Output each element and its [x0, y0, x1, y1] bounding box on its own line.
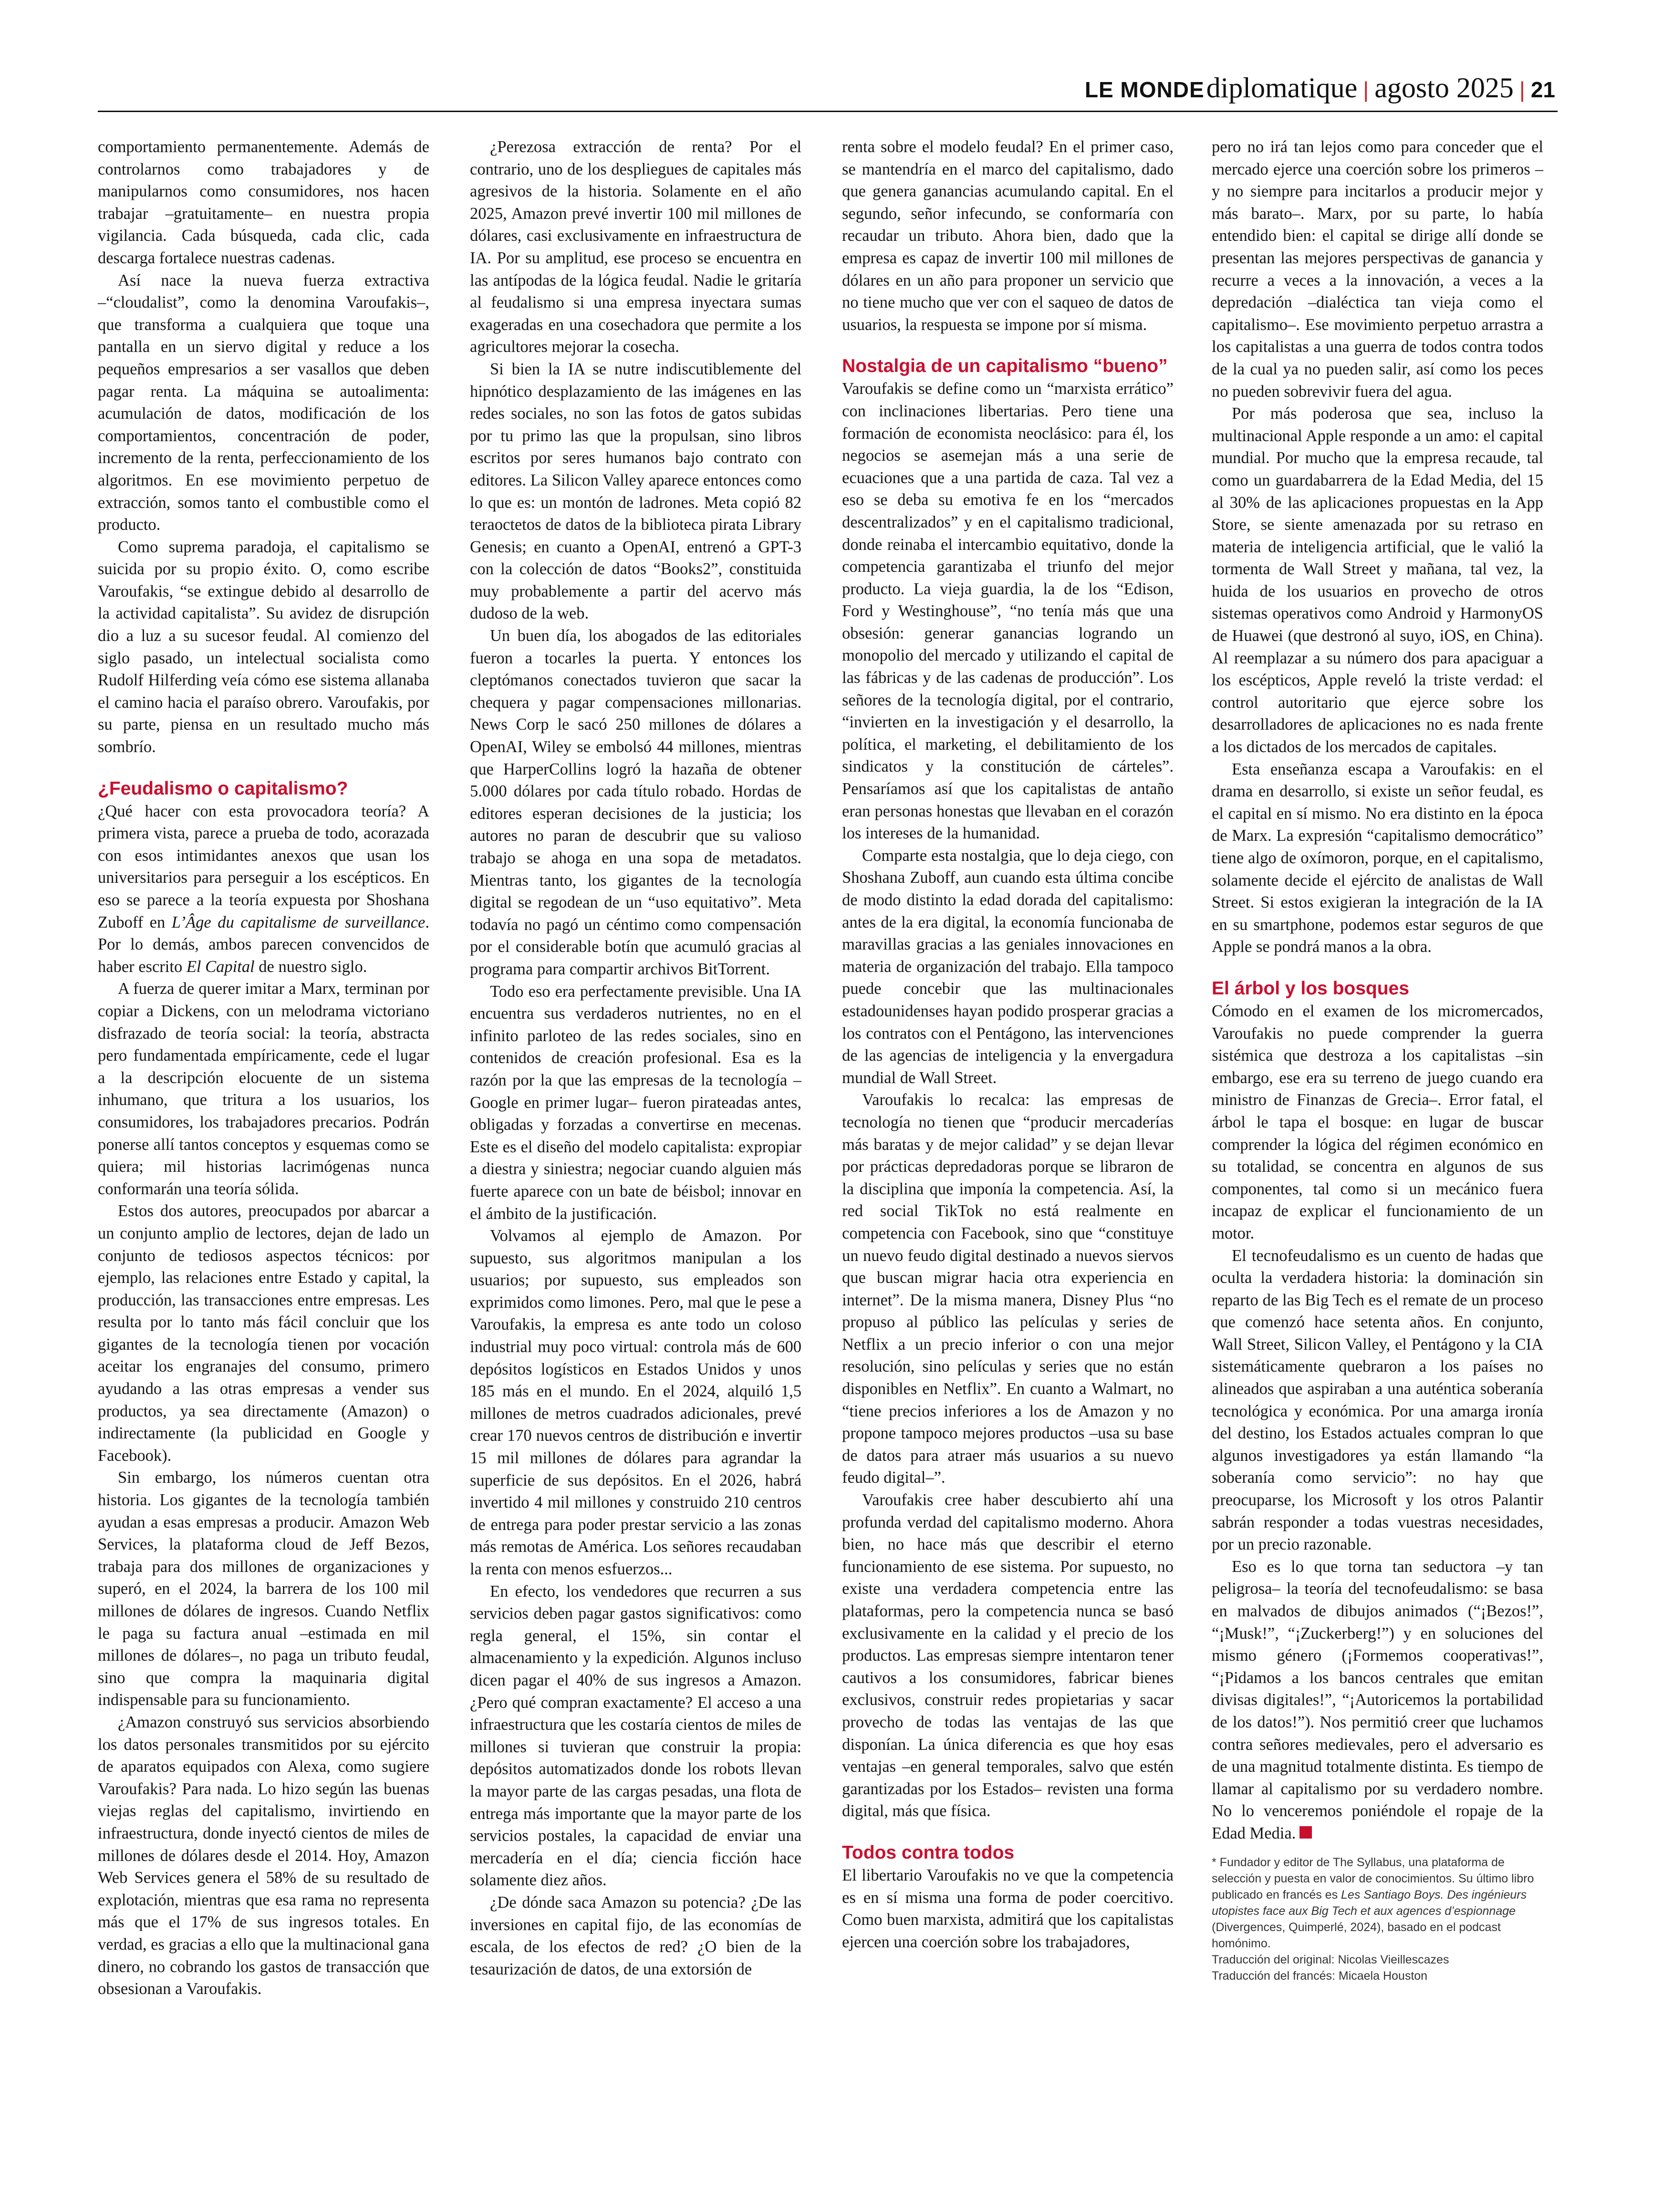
paragraph: comportamiento permanentemente. Además de controlarnos como trabajadores y de manipularnos como consumidores, nos hacen trabajar –gratuitamente– en nuestra propia vigilancia. Cada búsqueda, cada clic, cada descarga fortalece nuestras cadenas. — [98, 138, 429, 267]
paragraph: Comparte esta nostalgia, que lo deja ciego, con Shoshana Zuboff, aun cuando esta última concibe de modo distinto la edad dorada del capitalismo: antes de la era digital, la economía funcionaba de maravillas gracias a las geniales innovaciones en materia de organización del trabajo. Ella tampoco puede concebir que las multinacionales estadounidenses hayan podido prosperar gracias a los contratos con el Pentágono, las intervenciones de las agencias de inteligencia y la envergadura mundial de Wall Street. — [842, 846, 1174, 1087]
running-header — [1050, 72, 1555, 110]
paragraph: En efecto, los vendedores que recurren a sus servicios deben pagar gastos significativos: como regla general, el 15%, sin contar el almacenamiento y la expedición. Algunos incluso dicen pagar el 40% de sus ingresos a Amazon. ¿Pero qué compran exactamente? El acceso a una infraestructura que les costaría cientos de miles de millones si tuvieran que construir la propia: depósitos automatizados donde los robots llevan la mayor parte de las cargas pesadas, una flota de entrega más importante que la mayor parte de los servicios postales, la capacidad de enviar una mercadería en el día; ciencia ficción hace solamente diez años. — [470, 1582, 801, 1890]
header-separator: | — [1363, 77, 1369, 102]
paragraph: Estos dos autores, preocupados por abarcar a un conjunto amplio de lectores, dejan de lado un conjunto de tediosos aspectos técnicos: por ejemplo, las relaciones entre Estado y capital, la producción, las transacciones entre empresas. Les resulta por lo tanto más fácil concluir que los gigantes de la tecnología tienen por vocación aceitar los engranajes del consumo, primero ayudando a las otras empresas a vender sus productos, ya sea directamente (Amazon) o indirectamente (la publicidad en Google y Facebook). — [98, 1202, 429, 1465]
paragraph: El tecnofeudalismo es un cuento de hadas que oculta la verdadera historia: la dominación sin reparto de las Big Tech es el remate de un proceso que comenzó hace setenta años. En conjunto, Wall Street, Silicon Valley, el Pentágono y la CIA sistemáticamente quebraron a los países no alineados que aspiraban a una auténtica soberanía tecnológica y económica. Por una amarga ironía del destino, los Estados actuales compran lo que algunos investigadores ya están llamando “la soberanía como servicio”: no hay que preocuparse, los Microsoft y los otros Palantir sabrán responder a todas vuestras necesidades, por un precio razonable. — [1212, 1246, 1543, 1554]
book-title: El Capital — [186, 957, 255, 976]
header-rule — [98, 111, 1558, 112]
author-footnote: * Fundador y editor de The Syllabus, una plataforma de selección y puesta en valor de conocimientos. Su último libro publicado en francés es Les Santiago Boys. Des ingénieurs utopistes face aux Big Tech et aux agences d’espionnage (Divergences, Quimperlé, 2024), basado en el podcast homónimo. — [1212, 1855, 1534, 1950]
paragraph: ¿Qué hacer con esta provocadora teoría? A primera vista, parece a prueba de todo, acorazada con esos intimidantes anexos que usan los universitarios para perseguir a los escépticos. En eso se parece a la teoría expuesta por Shoshana Zuboff en L’Âge du capitalisme de surveillance. Por lo demás, ambos parecen convencidos de haber escrito El Capital de nuestro siglo. — [98, 802, 429, 976]
column-1 — [98, 136, 429, 2000]
paragraph: Varoufakis cree haber descubierto ahí una profunda verdad del capitalismo moderno. Ahora bien, no hace más que describir el eterno funcionamiento de ese sistema. Por supuesto, no existe una verdadera competencia entre las plataformas, pero la competencia nunca se basó exclusivamente en la calidad y el precio de los productos. Las empresas siempre intentaron tener cautivos a los consumidores, fabricar bienes exclusivos, construir redes propietarias y sacar provecho de todas las ventajas de las que disponían. La única diferencia es que hoy esas ventajas –en general temporales, salvo que estén garantizadas por los Estados– revisten una forma digital, más que física. — [842, 1491, 1174, 1820]
paragraph: Varoufakis se define como un “marxista errático” con inclinaciones libertarias. Pero tiene una formación de economista neoclásico: para él, los negocios se asemejan más a una serie de ecuaciones que a una partida de caza. Tal vez a eso se deba su emotiva fe en los “mercados descentralizados” y en el capitalismo tradicional, donde reinaba el intercambio equitativo, donde la competencia garantizaba el triunfo del mejor producto. La vieja guardia, la de los “Edison, Ford y Westinghouse”, “no tenía más que una obsesión: generar ganancias logrando un monopolio del mercado y utilizando el capital de las fábricas y de las cadenas de producción”. Los señores de la tecnología digital, por el contrario, “invierten en la investigación y el desarrollo, la política, el marketing, el debilitamiento de los sindicatos y la constitución de cárteles”. Pensaríamos así que los capitalistas de antaño eran personas honestas que llevaban en el corazón los intereses de la humanidad. — [842, 380, 1174, 843]
section-heading: El árbol y los bosques — [1212, 978, 1409, 999]
paragraph: Si bien la IA se nutre indiscutiblemente del hipnótico desplazamiento de las imágenes en las redes sociales, no son las fotos de gatos subidas por tu primo las que la propulsan, sino libros escritos por seres humanos bajo contrato con editores. La Silicon Valley aparece entonces como lo que es: un montón de ladrones. Meta copió 82 teraoctetos de datos de la biblioteca pirata Library Genesis; en cuanto a OpenAI, entrenó a GPT-3 con la colección de datos “Books2”, constituida muy probablemente a partir del acervo más dudoso de la web. — [470, 360, 801, 623]
header-separator: | — [1519, 77, 1525, 102]
paragraph: Volvamos al ejemplo de Amazon. Por supuesto, sus algoritmos manipulan a los usuarios; por supuesto, sus empleados son exprimidos como limones. Pero, mal que le pese a Varoufakis, la empresa es ante todo un coloso industrial muy poco virtual: controla más de 600 depósitos logísticos en Estados Unidos y unos 185 más en el mundo. En el 2024, alquiló 1,5 millones de metros cuadrados adicionales, prevé crear 170 nuevos centros de distribución e invertir 15 mil millones de dólares para agrandar la superficie de sus depósitos. En el 2026, habrá invertido 4 mil millones y construido 210 centros de entrega para poder prestar servicio a las zonas más remotas de América. Los señores recaudaban la renta con menos esfuerzos... — [470, 1227, 801, 1578]
paragraph: Todo eso era perfectamente previsible. Una IA encuentra sus verdaderos nutrientes, no en el infinito parloteo de las redes sociales, sino en contenidos de creación profesional. Esa es la razón por la que las empresas de la tecnología –Google en primer lugar– fueron pirateadas antes, obligadas y forzadas a convertirse en mecenas. Este es el diseño del modelo capitalista: expropiar a diestra y siniestra; negociar cuando alguien más fuerte aparece con un bate de béisbol; innovar en el ámbito de la justificación. — [470, 982, 801, 1223]
end-of-article-square-icon — [1300, 1826, 1312, 1839]
paragraph: ¿De dónde saca Amazon su potencia? ¿De las inversiones en capital fijo, de las economías de escala, de los efectos de red? ¿O bien de la tesaurización de datos, de una extorsión de — [470, 1893, 801, 1978]
paragraph: Esta enseñanza escapa a Varoufakis: en el drama en desarrollo, si existe un señor feudal, es el capital en sí mismo. No era distinto en la época de Marx. La expresión “capitalismo democrático” tiene algo de oxímoron, porque, en el capitalismo, solamente decide el ejército de analistas de Wall Street. Si estos exigieran la integración de la IA en su smartphone, podemos estar seguros de que Apple se pondrá manos a la obra. — [1212, 760, 1543, 956]
paragraph: Por más poderosa que sea, incluso la multinacional Apple responde a un amo: el capital mundial. Por mucho que la empresa recaude, tal como un guardabarrera de la Edad Media, del 15 al 30% de las aplicaciones propuestas en la App Store, se siente amenazada por su retraso en materia de inteligencia artificial, que le valió la tormenta de Wall Street y mañana, tal vez, la huida de los usuarios en provecho de otros sistemas operativos como Android y HarmonyOS de Huawei (que destronó al suyo, iOS, en China). Al reemplazar a su número dos para apaciguar a los escépticos, Apple reveló la triste verdad: el control autoritario que ejerce sobre los desarrolladores de aplicaciones no es nada frente a los dictados de los mercados de capitales. — [1212, 404, 1543, 756]
paragraph: Un buen día, los abogados de las editoriales fueron a tocarles la puerta. Y entonces los cleptómanos conectados tuvieron que sacar la chequera y pagar compensaciones millonarias. News Corp le sacó 250 millones de dólares a OpenAI, Wiley se embolsó 44 millones, mientras que HarperCollins logró la hazaña de obtener 5.000 dólares por cada título robado. Hordas de editores esperan decisiones de la justicia; los autores no paran de descubrir que su valioso trabajo se ahoga en una sopa de metadatos. Mientras tanto, los gigantes de la tecnología digital se regodean de un “uso equitativo”. Meta todavía no pagó un céntimo como compensación por el considerable botín que acumuló gracias al programa para compartir archivos BitTorrent. — [470, 627, 801, 978]
paragraph: renta sobre el modelo feudal? En el primer caso, se mantendría en el marco del capitalismo, dado que genera ganancias acumulando capital. En el segundo, señor infecundo, se conformaría con recaudar un tributo. Ahora bien, dado que la empresa es capaz de invertir 100 mil millones de dólares en un año para proponer un servicio que no tiene mucho que ver con el saqueo de datos de usuarios, la respuesta se impone por sí misma. — [842, 138, 1174, 334]
paragraph: Así nace la nueva fuerza extractiva –“cloudalist”, como la denomina Varoufakis–, que transforma a cualquiera que toque una pantalla en un siervo digital y reduce a los pequeños empresarios a ser vasallos que deben pagar renta. La máquina se autoalimenta: acumulación de datos, modificación de los comportamientos, concentración de poder, incremento de la renta, perfeccionamiento de los algoritmos. En ese movimiento perpetuo de extracción, somos tanto el combustible como el producto. — [98, 271, 429, 534]
section-heading: ¿Feudalismo o capitalismo? — [98, 778, 348, 799]
paragraph: A fuerza de querer imitar a Marx, terminan por copiar a Dickens, con un melodrama victoriano disfrazado de teoría social: la teoría, abstracta pero fundamentada empíricamente, cede el lugar a la descripción elocuente de un sistema inhumano, que tritura a los usuarios, los consumidores, los trabajadores precarios. Podrán ponerse allí tantos conceptos y esquemas como se quiera; mil historias lacrimógenas nunca conformarán una teoría sólida. — [98, 980, 429, 1198]
paragraph: Como suprema paradoja, el capitalismo se suicida por su propio éxito. O, como escribe Varoufakis, “se extingue debido al desarrollo de la actividad capitalista”. Su avidez de disrupción dio a luz a su sucesor feudal. Al comienzo del siglo pasado, un intelectual socialista como Rudolf Hilferding veía cómo ese sistema allanaba el camino hacia el paraíso obrero. Varoufakis, por su parte, piensa en un resultado mucho más sombrío. — [98, 537, 429, 756]
paragraph: El libertario Varoufakis no ve que la competencia es en sí misma una forma de poder coercitivo. Como buen marxista, admitirá que los capitalistas ejercen una coerción sobre los trabajadores, — [842, 1866, 1174, 1951]
section-heading: Nostalgia de un capitalismo “bueno” — [842, 356, 1168, 377]
page-number: 21 — [1530, 77, 1555, 102]
paragraph: Varoufakis lo recalca: las empresas de tecnología no tienen que “producir mercaderías más baratas y de mejor calidad” y se dejan llevar por prácticas depredadoras porque se libraron de la disciplina que imponía la competencia. Así, la red social TikTok no está realmente en competencia con Facebook, sino que “constituye un nuevo feudo digital destinado a nuevos siervos que buscan migrar hacia otra experiencia en internet”. De la misma manera, Disney Plus “no propuso al público las películas y series de Netflix a un precio inferior o con una mejor resolución, sino películas y series que no están disponibles en Netflix”. En cuanto a Walmart, no “tiene precios inferiores a los de Amazon y no propone tampoco mejores productos –usa su base de datos para atraer más usuarios a su nuevo feudo digital–”. — [842, 1091, 1174, 1487]
translation-credit: Traducción del francés: Micaela Houston — [1212, 1969, 1428, 1983]
paragraph: ¿Perezosa extracción de renta? Por el contrario, uno de los despliegues de capitales más agresivos de la historia. Solamente en el año 2025, Amazon prevé invertir 100 mil millones de dólares, casi exclusivamente en infraestructura de IA. Por su amplitud, ese proceso se encuentra en las antípodas de la lógica feudal. Nadie le gritaría al feudalismo si una empresa inyectara sumas exageradas en una cosechadora que permite a los agricultores mejorar la cosecha. — [470, 138, 801, 356]
column-4 — [1212, 136, 1543, 1984]
paragraph: Eso es lo que torna tan seductora –y tan peligrosa– la teoría del tecnofeudalismo: se basa en malvados de dibujos animados (“¡Bezos!”, “¡Musk!”, “¡Zuckerberg!”) y en soluciones del mismo género (¡Formemos cooperativas!”, “¡Pidamos a los bancos centrales que emitan divisas digitales!”, “¡Autoricemos la portabilidad de los datos!”). Nos permitió creer que luchamos contra señores medievales, pero el adversario es de una magnitud totalmente distinta. Es tiempo de llamar al capitalismo por su verdadero nombre. No lo venceremos poniéndole el ropaje de la Edad Media. — [1212, 1557, 1543, 1842]
issue-date: agosto 2025 — [1374, 72, 1514, 103]
masthead-brand: LE MONDE — [1084, 77, 1205, 102]
column-3 — [842, 136, 1174, 1953]
paragraph: pero no irá tan lejos como para conceder que el mercado ejerce una coerción sobre los primeros –y no siempre para incitarlos a producir mejor y más barato–. Marx, por su parte, lo había entendido bien: el capital se dirige allí donde se presentan las mejores perspectivas de ganancia y recurre a veces a la innovación, a veces a la depredación –dialéctica tan vieja como el capitalismo–. Ese movimiento perpetuo arrastra a los capitalistas a una guerra de todos contra todos de la cual ya no pueden salir, así como los peces no pueden sobrevivir fuera del agua. — [1212, 138, 1543, 401]
paragraph: Cómodo en el examen de los micromercados, Varoufakis no puede comprender la guerra sistémica que destroza a los capitalistas –sin embargo, ese era su terreno de juego cuando era ministro de Finanzas de Grecia–. Error fatal, el árbol le tapa el bosque: en lugar de buscar comprender la lógica del régimen económico en su totalidad, se concentra en algunos de sus componentes, tal como si un mecánico fuera incapaz de explicar el funcionamiento de un motor. — [1212, 1002, 1543, 1242]
paragraph: Sin embargo, los números cuentan otra historia. Los gigantes de la tecnología también ayudan a esas empresas a producir. Amazon Web Services, la plataforma cloud de Jeff Bezos, trabaja para dos millones de organizaciones y superó, en el 2024, la barrera de los 100 mil millones de dólares de ingresos. Cuando Netflix le paga su factura anual –estimada en mil millones de dólares–, no paga un tributo feudal, sino que compra la maquinaria digital indispensable para su funcionamiento. — [98, 1468, 429, 1709]
section-heading: Todos contra todos — [842, 1842, 1015, 1863]
book-title: L’Âge du capitalisme de surveillance — [171, 913, 426, 931]
masthead-publication: diplomatique — [1206, 72, 1358, 103]
author-notes — [1212, 1854, 1543, 1984]
book-title: Les Santiago Boys. Des ingénieurs utopistes face aux Big Tech et aux agences d’espionnage — [1212, 1888, 1527, 1918]
translation-credit: Traducción del original: Nicolas Vieillescazes — [1212, 1953, 1449, 1966]
paragraph: ¿Amazon construyó sus servicios absorbiendo los datos personales transmitidos por su ejército de aparatos equipados con Alexa, como sugiere Varoufakis? Para nada. Lo hizo según las buenas viejas reglas del capitalismo, invirtiendo en infraestructura, donde inyectó cientos de miles de millones de dólares desde el 2014. Hoy, Amazon Web Services genera el 58% de su resultado de explotación, mientras que esa rama no representa más que el 17% de sus ingresos totales. En verdad, es gracias a ello que la multinacional gana dinero, no cobrando los gastos de transacción que obsesionan a Varoufakis. — [98, 1713, 429, 1998]
column-2 — [470, 136, 801, 1980]
